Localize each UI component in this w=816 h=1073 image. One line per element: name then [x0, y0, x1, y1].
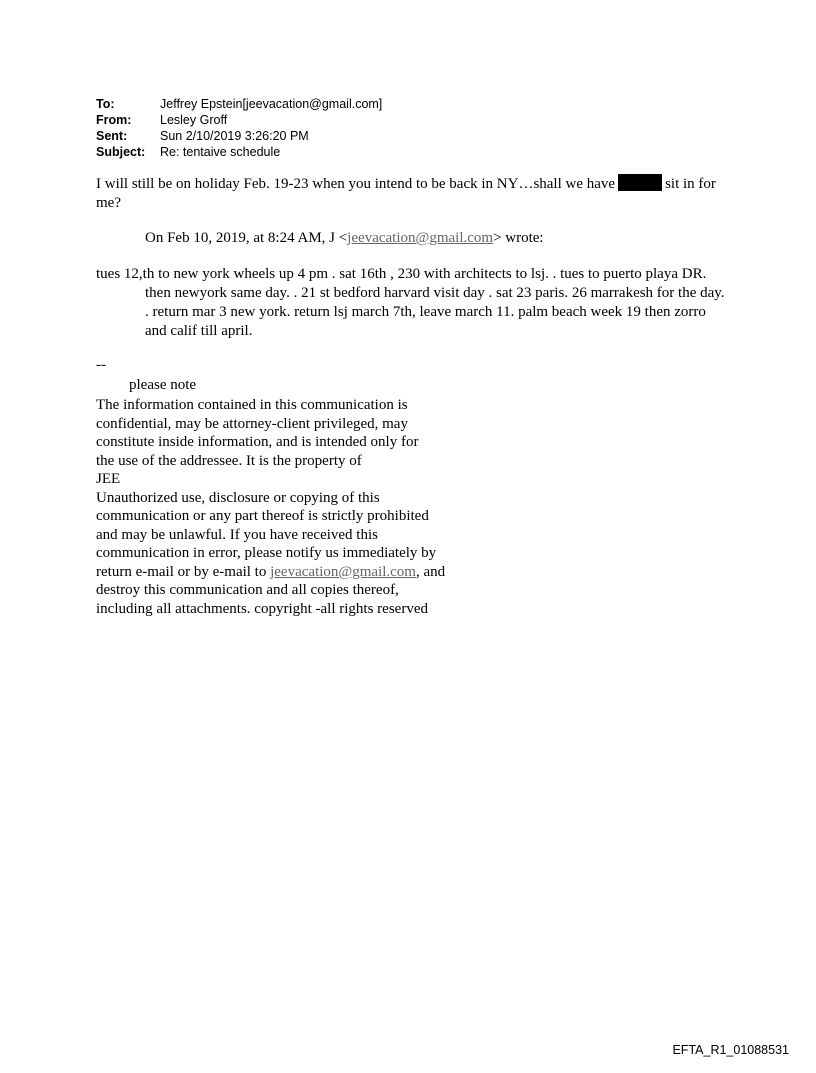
disclaimer-line: including all attachments. copyright -all rights reserved: [96, 600, 428, 617]
disclaimer-line: communication or any part thereof is strictly prohibited: [96, 508, 429, 524]
signature-separator: --: [96, 357, 106, 373]
to-row: [96, 96, 382, 112]
disclaimer-line: destroy this communication and all copies thereof,: [96, 582, 399, 598]
quote-email-link[interactable]: jeevacation@gmail.com: [347, 230, 494, 246]
to-value: Jeffrey Epstein[jeevacation@gmail.com]: [160, 97, 383, 111]
schedule-paragraph: tues 12,th to new york wheels up 4 pm . sat 16th , 230 with architects to lsj. . tues to puerto playa DR. then newyork same day. . 21 st bedford harvard visit day . sat 23 paris. 26 marrakesh for the day. . return mar 3 new york. return lsj march 7th, leave march 11. palm beach week 19 then zorro and calif till april.: [96, 266, 725, 339]
disclaimer-email-suffix: , and: [415, 563, 446, 580]
sent-value: Sun 2/10/2019 3:26:20 PM: [160, 129, 309, 143]
disclaimer-email-link[interactable]: jeevacation@gmail.com: [270, 563, 416, 580]
quote-intro: [145, 229, 544, 248]
disclaimer-line: JEE: [96, 471, 121, 487]
disclaimer-email-prefix: return e-mail or by e-mail to: [96, 563, 271, 580]
redaction-box: [618, 174, 662, 191]
disclaimer-line: communication in error, please notify us immediately by: [96, 545, 437, 561]
quote-intro-suffix: > wrote:: [493, 230, 544, 246]
disclaimer-line: constitute inside information, and is intended only for: [96, 434, 419, 450]
email-header: [96, 96, 382, 160]
sent-row: [96, 128, 382, 144]
subject-label: Subject:: [96, 145, 146, 159]
document-id: EFTA_R1_01088531: [672, 1043, 789, 1057]
reply-text-end: sit in for me?: [96, 176, 716, 211]
disclaimer-line: Unauthorized use, disclosure or copying of this: [96, 489, 380, 506]
reply-text-start: I will still be on holiday Feb. 19-23 when you intend to be back in NY…shall we have: [96, 176, 616, 192]
reply-paragraph: [96, 174, 716, 213]
signature-note: please note: [129, 377, 197, 393]
disclaimer-line: the use of the addressee. It is the property of: [96, 452, 362, 469]
disclaimer-line: confidential, may be attorney-client privileged, may: [96, 415, 408, 432]
sent-label: Sent:: [96, 129, 128, 143]
subject-value: Re: tentaive schedule: [160, 145, 281, 159]
disclaimer-line: and may be unlawful. If you have received this: [96, 526, 378, 543]
from-label: From:: [96, 113, 132, 127]
subject-row: [96, 144, 382, 160]
disclaimer-email-line: [96, 563, 445, 582]
quote-intro-prefix: On Feb 10, 2019, at 8:24 AM, J <: [145, 230, 348, 246]
disclaimer-block: [96, 396, 445, 618]
disclaimer-line: The information contained in this communication is: [96, 397, 408, 413]
from-value: Lesley Groff: [160, 113, 228, 127]
from-row: [96, 112, 382, 128]
to-label: To:: [96, 97, 115, 111]
